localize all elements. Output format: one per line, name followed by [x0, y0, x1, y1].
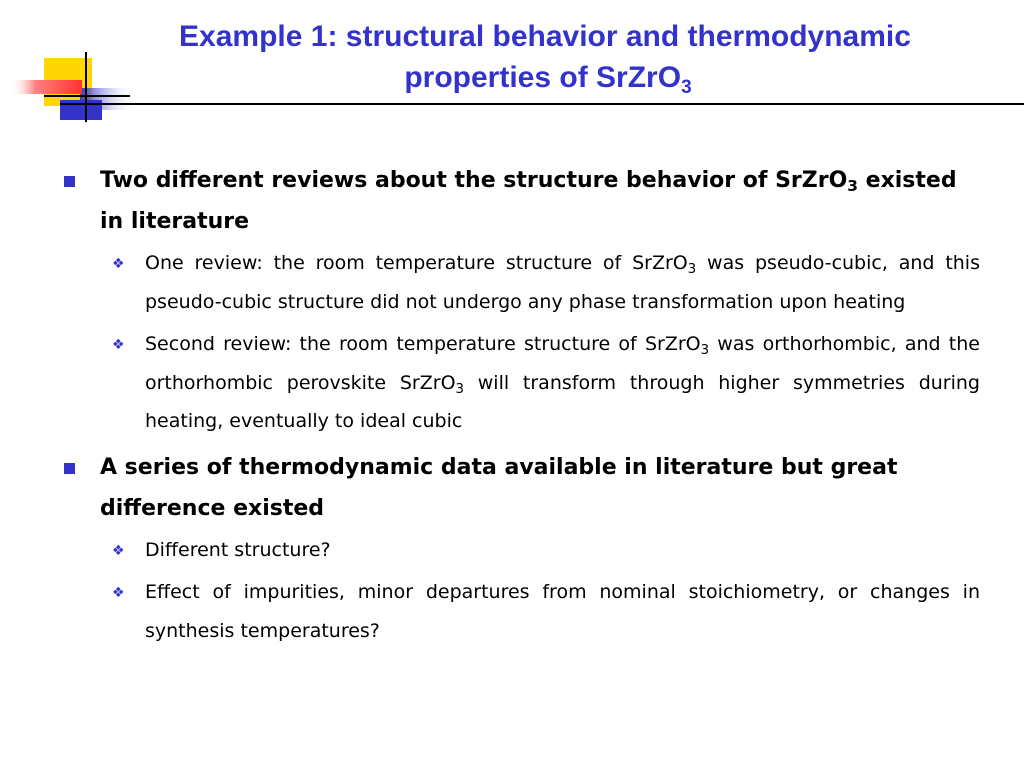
- bullet-text: [100, 168, 957, 234]
- bullet-subscript: 3: [847, 177, 858, 195]
- page-title: [70, 16, 1020, 98]
- bullet-text-post: existed in literature: [100, 168, 957, 234]
- bullet-level1: [60, 160, 980, 242]
- bullet-text: A series of thermodynamic data available in literature but great difference existed: [100, 454, 898, 521]
- title-line-2-text: properties of SrZrO: [404, 61, 682, 94]
- bullet-text-post: will transform through higher symmetries during heating, eventually to ideal cubic: [145, 371, 980, 432]
- bullet-level2: [60, 244, 980, 321]
- bullet-text: Effect of impurities, minor departures from nominal stoichiometry, or changes in synthesis temperatures?: [145, 581, 980, 642]
- title-rule: [60, 103, 1024, 105]
- title-subscript: 3: [681, 77, 692, 98]
- four-diamond-bullet-icon: ❖: [112, 585, 125, 601]
- four-diamond-bullet-icon: ❖: [112, 337, 125, 353]
- square-bullet-icon: [64, 176, 75, 187]
- title-line-2: [404, 57, 691, 98]
- bullet-subscript: 3: [455, 381, 464, 397]
- bullet-text-pre: Two different reviews about the structure behavior of SrZrO: [100, 168, 848, 193]
- title-line-1: Example 1: structural behavior and thermodynamic: [179, 20, 911, 53]
- bullet-text: [145, 333, 980, 432]
- bullet-level2: [60, 573, 980, 650]
- bullet-level1: [60, 447, 980, 529]
- four-diamond-bullet-icon: ❖: [112, 256, 125, 272]
- bullet-subscript: 3: [687, 262, 697, 277]
- bullet-text-pre: Second review: the room temperature structure of SrZrO: [145, 333, 701, 355]
- bullet-level2: [60, 531, 980, 570]
- bullet-level2: [60, 325, 980, 441]
- bullet-text: Different structure?: [145, 538, 331, 561]
- bullet-text-mid: was orthorhombic, and the orthorhombic perovskite SrZrO: [145, 333, 980, 394]
- bullet-text-post: was pseudo-cubic, and this pseudo-cubic structure did not undergo any phase transformation upon heating: [145, 252, 980, 313]
- bullet-text-pre: One review: the room temperature structure of SrZrO: [145, 252, 688, 274]
- slide-content: [60, 160, 980, 654]
- four-diamond-bullet-icon: ❖: [112, 542, 125, 559]
- bullet-text: [145, 252, 980, 313]
- bullet-subscript: 3: [700, 343, 710, 358]
- square-bullet-icon: [64, 463, 75, 474]
